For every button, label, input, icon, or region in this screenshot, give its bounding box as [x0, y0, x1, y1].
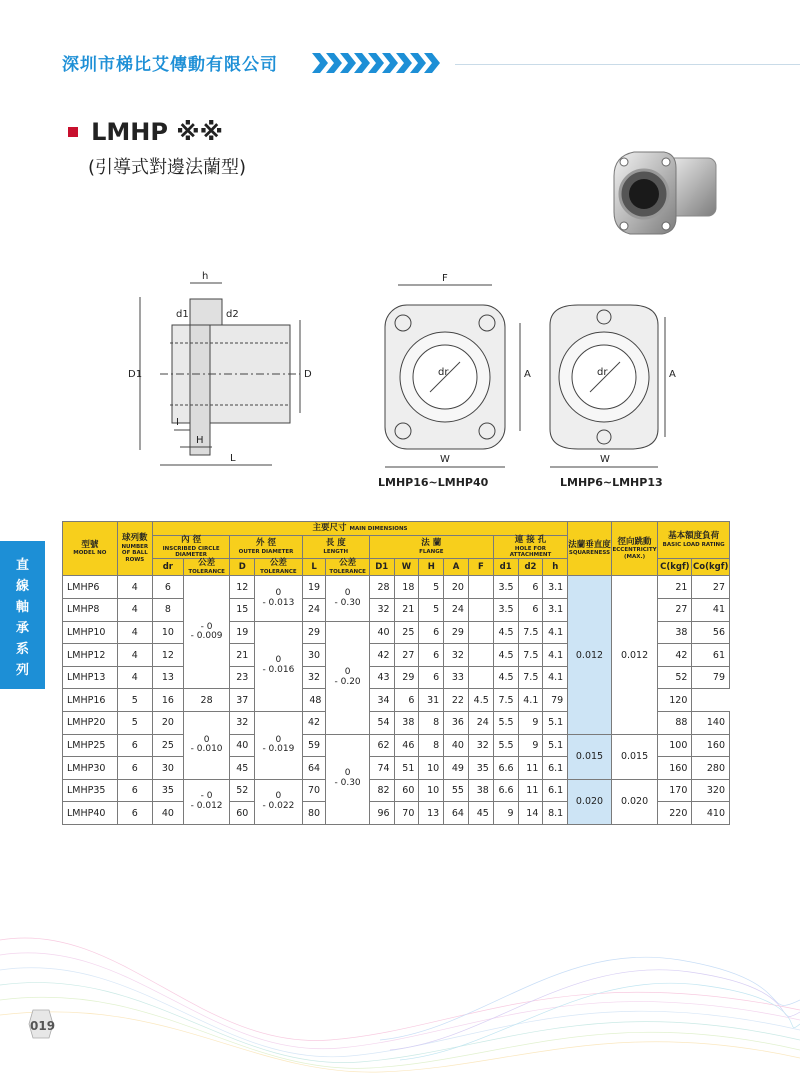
cell-dr: 35	[152, 779, 183, 802]
cell-W: 51	[394, 757, 419, 780]
cell-A: 36	[444, 712, 469, 735]
chevron-arrows-icon	[312, 51, 452, 75]
cell-h: 5.1	[543, 712, 568, 735]
cell-eccentricity: 0.012	[611, 576, 658, 734]
cell-W: 25	[394, 621, 419, 644]
cell-d2: 9	[518, 712, 543, 735]
category-side-tab	[0, 541, 45, 689]
cell-L: 30	[302, 644, 326, 667]
product-title-block	[68, 118, 223, 146]
cell-model: LMHP16	[63, 689, 118, 712]
cell-model: LMHP8	[63, 599, 118, 622]
cell-A: 33	[444, 666, 469, 689]
dim-W-label-small: W	[600, 454, 610, 465]
cell-C0: 56	[692, 621, 730, 644]
cell-dr: 10	[152, 621, 183, 644]
cell-F: 22	[444, 689, 469, 712]
cell-C: 21	[658, 576, 692, 599]
cell-d2: 7.5	[518, 621, 543, 644]
cell-D1: 48	[302, 689, 326, 712]
caption-lmhp16-40: LMHP16~LMHP40	[378, 476, 489, 489]
table-row	[63, 576, 730, 599]
cell-ball-rows: 6	[117, 734, 152, 757]
dim-F-label: F	[442, 273, 448, 284]
decorative-waves	[0, 900, 800, 1077]
cell-h: 6.1	[543, 779, 568, 802]
col-d2: d2	[518, 559, 543, 576]
cell-C0: 27	[692, 576, 730, 599]
cell-model: LMHP30	[63, 757, 118, 780]
cell-C: 42	[658, 644, 692, 667]
cell-d1: 4.5	[493, 644, 518, 667]
cell-D1: 74	[369, 757, 394, 780]
cell-d1: 4.5	[468, 689, 493, 712]
cell-A: 40	[444, 734, 469, 757]
cell-ball-rows: 5	[117, 689, 152, 712]
col-dr: dr	[152, 559, 183, 576]
cell-F	[468, 599, 493, 622]
cell-squareness: 0.020	[568, 779, 612, 824]
cell-D1: 42	[369, 644, 394, 667]
cell-A: 49	[444, 757, 469, 780]
cell-d2: 7.5	[518, 644, 543, 667]
cell-d2: 6	[518, 576, 543, 599]
dim-d2-label: d2	[226, 309, 239, 320]
cell-d1: 3.5	[493, 599, 518, 622]
cell-C0: 160	[692, 734, 730, 757]
cell-d1: 9	[493, 802, 518, 825]
cell-D: 19	[230, 621, 255, 644]
cell-C0: 320	[692, 779, 730, 802]
cell-d2: 11	[518, 779, 543, 802]
header-outer-diameter: 外 徑 OUTER DIAMETER	[230, 536, 302, 559]
cell-h: 8.1	[543, 802, 568, 825]
cell-d1: 4.5	[493, 666, 518, 689]
cell-C: 79	[543, 689, 568, 712]
cell-L: 19	[302, 576, 326, 599]
cell-H: 8	[419, 734, 444, 757]
cell-h: 3.1	[543, 576, 568, 599]
cell-L-tolerance: 0 - 0.30	[326, 734, 369, 824]
cell-model: LMHP20	[63, 712, 118, 735]
cell-H: 5	[419, 599, 444, 622]
dim-h-label: h	[202, 271, 209, 282]
cell-H: 13	[419, 802, 444, 825]
cell-model: LMHP10	[63, 621, 118, 644]
cell-F	[468, 644, 493, 667]
cell-dr-tolerance: - 0 - 0.012	[183, 779, 229, 824]
cell-L: 24	[302, 599, 326, 622]
header-eccentricity: 徑向跳動 ECCENTRICITY (MAX.)	[611, 522, 658, 576]
dim-L-label: L	[230, 453, 236, 464]
cell-F	[468, 666, 493, 689]
cell-ball-rows: 4	[117, 621, 152, 644]
dim-A-label: A	[524, 369, 531, 380]
cell-h: 4.1	[543, 621, 568, 644]
header-length: 長 度 LENGTH	[302, 536, 369, 559]
col-W: W	[394, 559, 419, 576]
cell-dr: 20	[152, 712, 183, 735]
cell-C: 220	[658, 802, 692, 825]
cell-D1: 96	[369, 802, 394, 825]
cell-d2: 7.5	[518, 666, 543, 689]
cell-L-tolerance: 0 - 0.30	[326, 576, 369, 621]
cell-D1: 62	[369, 734, 394, 757]
cell-L: 70	[302, 779, 326, 802]
cell-W: 21	[394, 599, 419, 622]
cell-H: 6	[394, 689, 419, 712]
caption-lmhp6-13: LMHP6~LMHP13	[560, 476, 663, 489]
cell-W: 60	[394, 779, 419, 802]
side-tab-char: 系	[15, 642, 29, 657]
product-title: LMHP ※※	[91, 118, 223, 146]
table-row	[63, 779, 730, 802]
cell-d2: 7.5	[493, 689, 518, 712]
cell-D: 23	[230, 666, 255, 689]
cell-squareness: 0.015	[568, 734, 612, 779]
cell-C: 88	[658, 712, 692, 735]
cell-L: 42	[302, 712, 326, 735]
cell-L: 32	[302, 666, 326, 689]
cell-h: 4.1	[518, 689, 543, 712]
cell-D1: 40	[369, 621, 394, 644]
col-C0: Co(kgf)	[692, 559, 730, 576]
col-h: h	[543, 559, 568, 576]
cell-A: 20	[444, 576, 469, 599]
dim-H-label: H	[196, 435, 204, 446]
cell-A: 24	[444, 599, 469, 622]
cell-h: 4.1	[543, 666, 568, 689]
cell-ball-rows: 4	[117, 666, 152, 689]
cell-A: 29	[444, 621, 469, 644]
cell-C: 38	[658, 621, 692, 644]
cell-dr: 8	[152, 599, 183, 622]
cell-C: 100	[658, 734, 692, 757]
cell-C: 27	[658, 599, 692, 622]
cell-model: LMHP40	[63, 802, 118, 825]
cell-dr: 6	[152, 576, 183, 599]
cell-L: 59	[302, 734, 326, 757]
cell-H: 8	[419, 712, 444, 735]
cell-D1: 54	[369, 712, 394, 735]
header-flange: 法 蘭 FLANGE	[369, 536, 493, 559]
cell-C0: 41	[692, 599, 730, 622]
side-tab-char: 軸	[15, 600, 29, 615]
header-ball-rows: 球列數 NUMBER OF BALL ROWS	[117, 522, 152, 576]
col-D-tolerance: 公差 TOLERANCE	[255, 559, 303, 576]
cell-C0: 140	[692, 712, 730, 735]
cell-model: LMHP25	[63, 734, 118, 757]
cell-ball-rows: 4	[117, 576, 152, 599]
header-rule	[455, 64, 800, 65]
cell-F	[468, 621, 493, 644]
cell-C0: 410	[692, 802, 730, 825]
dim-D1-label: D1	[128, 369, 143, 380]
cell-F: 32	[468, 734, 493, 757]
cell-d2: 11	[518, 757, 543, 780]
cell-ball-rows: 6	[117, 757, 152, 780]
cell-dr-tolerance: 0 - 0.010	[183, 712, 229, 780]
company-name: 深圳市梯比艾傳動有限公司	[62, 55, 278, 75]
spec-table	[62, 521, 730, 825]
cell-D-tolerance: 0 - 0.019	[255, 712, 303, 780]
cell-L-tolerance: 0 - 0.20	[326, 621, 369, 734]
cell-W: 70	[394, 802, 419, 825]
col-C: C(kgf)	[658, 559, 692, 576]
col-d1: d1	[493, 559, 518, 576]
cell-D: 12	[230, 576, 255, 599]
cell-d2: 6	[518, 599, 543, 622]
col-D: D	[230, 559, 255, 576]
cell-C: 160	[658, 757, 692, 780]
col-L-tolerance: 公差 TOLERANCE	[326, 559, 369, 576]
header-inner-diameter: 內 徑 INSCRIBED CIRCLE DIAMETER	[152, 536, 229, 559]
cell-H: 6	[419, 621, 444, 644]
cell-W: 38	[394, 712, 419, 735]
cell-ball-rows: 6	[117, 779, 152, 802]
dim-dr-label-small: dr	[597, 367, 608, 378]
cell-D: 32	[230, 712, 255, 735]
cell-D: 45	[230, 757, 255, 780]
cell-D: 28	[183, 689, 229, 712]
header-load-rating: 基本額度負荷 BASIC LOAD RATING	[658, 522, 730, 559]
cell-A: 55	[444, 779, 469, 802]
header-squareness: 法蘭垂直度 SQUARENESS	[568, 522, 612, 576]
cell-h: 6.1	[543, 757, 568, 780]
side-tab-char: 列	[15, 663, 29, 678]
cell-model: LMHP35	[63, 779, 118, 802]
cell-d1: 6.6	[493, 757, 518, 780]
cell-H: 10	[419, 757, 444, 780]
cell-F	[468, 576, 493, 599]
cell-dr: 16	[152, 689, 183, 712]
cell-A: 32	[444, 644, 469, 667]
cell-D1: 32	[369, 599, 394, 622]
cell-model: LMHP13	[63, 666, 118, 689]
cell-H: 5	[419, 576, 444, 599]
title-marker	[68, 127, 78, 137]
cell-F: 38	[468, 779, 493, 802]
cell-D: 15	[230, 599, 255, 622]
cell-d1: 5.5	[493, 734, 518, 757]
cell-F: 35	[468, 757, 493, 780]
cell-D: 40	[230, 734, 255, 757]
cell-F: 24	[468, 712, 493, 735]
product-subtitle: (引導式對邊法蘭型)	[88, 157, 247, 178]
cell-eccentricity: 0.020	[611, 779, 658, 824]
cell-d2: 14	[518, 802, 543, 825]
header-model: 型號 MODEL NO	[63, 522, 118, 576]
dim-W-label: W	[440, 454, 450, 465]
cell-D-tolerance: 0 - 0.013	[255, 576, 303, 621]
dim-dr-label: dr	[438, 367, 449, 378]
cell-ball-rows: 4	[117, 599, 152, 622]
cell-d1: 6.6	[493, 779, 518, 802]
cell-W: 29	[394, 666, 419, 689]
page-number: 019	[30, 1019, 56, 1033]
cell-d2: 9	[518, 734, 543, 757]
cell-dr: 40	[152, 802, 183, 825]
cell-D: 60	[230, 802, 255, 825]
cell-H: 10	[419, 779, 444, 802]
product-photo	[608, 138, 728, 243]
header-main-dimensions: 主要尺寸 MAIN DIMENSIONS	[152, 522, 567, 536]
col-F: F	[468, 559, 493, 576]
cell-eccentricity: 0.015	[611, 734, 658, 779]
cell-d1: 5.5	[493, 712, 518, 735]
cell-dr: 12	[152, 644, 183, 667]
cell-L: 64	[302, 757, 326, 780]
cell-W: 46	[394, 734, 419, 757]
dim-d1-label: d1	[176, 309, 189, 320]
cell-H: 6	[419, 666, 444, 689]
cell-A: 31	[419, 689, 444, 712]
cell-h: 5.1	[543, 734, 568, 757]
col-D1: D1	[369, 559, 394, 576]
cell-D-tolerance: 0 - 0.022	[255, 779, 303, 824]
cell-W: 27	[394, 644, 419, 667]
col-L: L	[302, 559, 326, 576]
cell-ball-rows: 5	[117, 712, 152, 735]
cell-L: 29	[302, 621, 326, 644]
cell-A: 64	[444, 802, 469, 825]
cell-d1: 4.5	[493, 621, 518, 644]
table-row	[63, 734, 730, 757]
cell-D-tolerance: 0 - 0.016	[255, 621, 303, 711]
cell-H: 6	[419, 644, 444, 667]
dim-A-label-small: A	[669, 369, 676, 380]
cell-ball-rows: 4	[117, 644, 152, 667]
cell-D1: 43	[369, 666, 394, 689]
header-attachment-hole: 連 接 孔 HOLE FOR ATTACHMENT	[493, 536, 567, 559]
cell-L: 80	[302, 802, 326, 825]
cell-h: 3.1	[543, 599, 568, 622]
technical-drawings	[120, 265, 680, 500]
cell-C0: 280	[692, 757, 730, 780]
cell-D1: 28	[369, 576, 394, 599]
spec-table-body	[63, 576, 730, 825]
cell-model: LMHP6	[63, 576, 118, 599]
cell-D: 52	[230, 779, 255, 802]
cell-W: 18	[394, 576, 419, 599]
cell-C0: 61	[692, 644, 730, 667]
cell-dr: 30	[152, 757, 183, 780]
cell-model: LMHP12	[63, 644, 118, 667]
cell-D: 21	[230, 644, 255, 667]
cell-dr: 13	[152, 666, 183, 689]
cell-dr: 25	[152, 734, 183, 757]
cell-C: 52	[658, 666, 692, 689]
cell-D1: 82	[369, 779, 394, 802]
dim-I-label: I	[176, 417, 179, 428]
cell-W: 34	[369, 689, 394, 712]
cell-dr-tolerance: - 0 - 0.009	[183, 576, 229, 689]
side-tab-char: 直	[15, 558, 29, 573]
col-A: A	[444, 559, 469, 576]
dim-D-label: D	[304, 369, 312, 380]
cell-d1: 3.5	[493, 576, 518, 599]
cell-squareness: 0.012	[568, 576, 612, 734]
cell-F: 45	[468, 802, 493, 825]
col-dr-tolerance: 公差 TOLERANCE	[183, 559, 229, 576]
side-tab-char: 承	[15, 621, 29, 636]
side-tab-char: 線	[15, 579, 29, 594]
cell-ball-rows: 6	[117, 802, 152, 825]
cell-C0: 79	[692, 666, 730, 689]
cell-C: 170	[658, 779, 692, 802]
col-H: H	[419, 559, 444, 576]
cell-h: 4.1	[543, 644, 568, 667]
cell-L: 37	[230, 689, 255, 712]
cell-C0: 120	[658, 689, 692, 712]
